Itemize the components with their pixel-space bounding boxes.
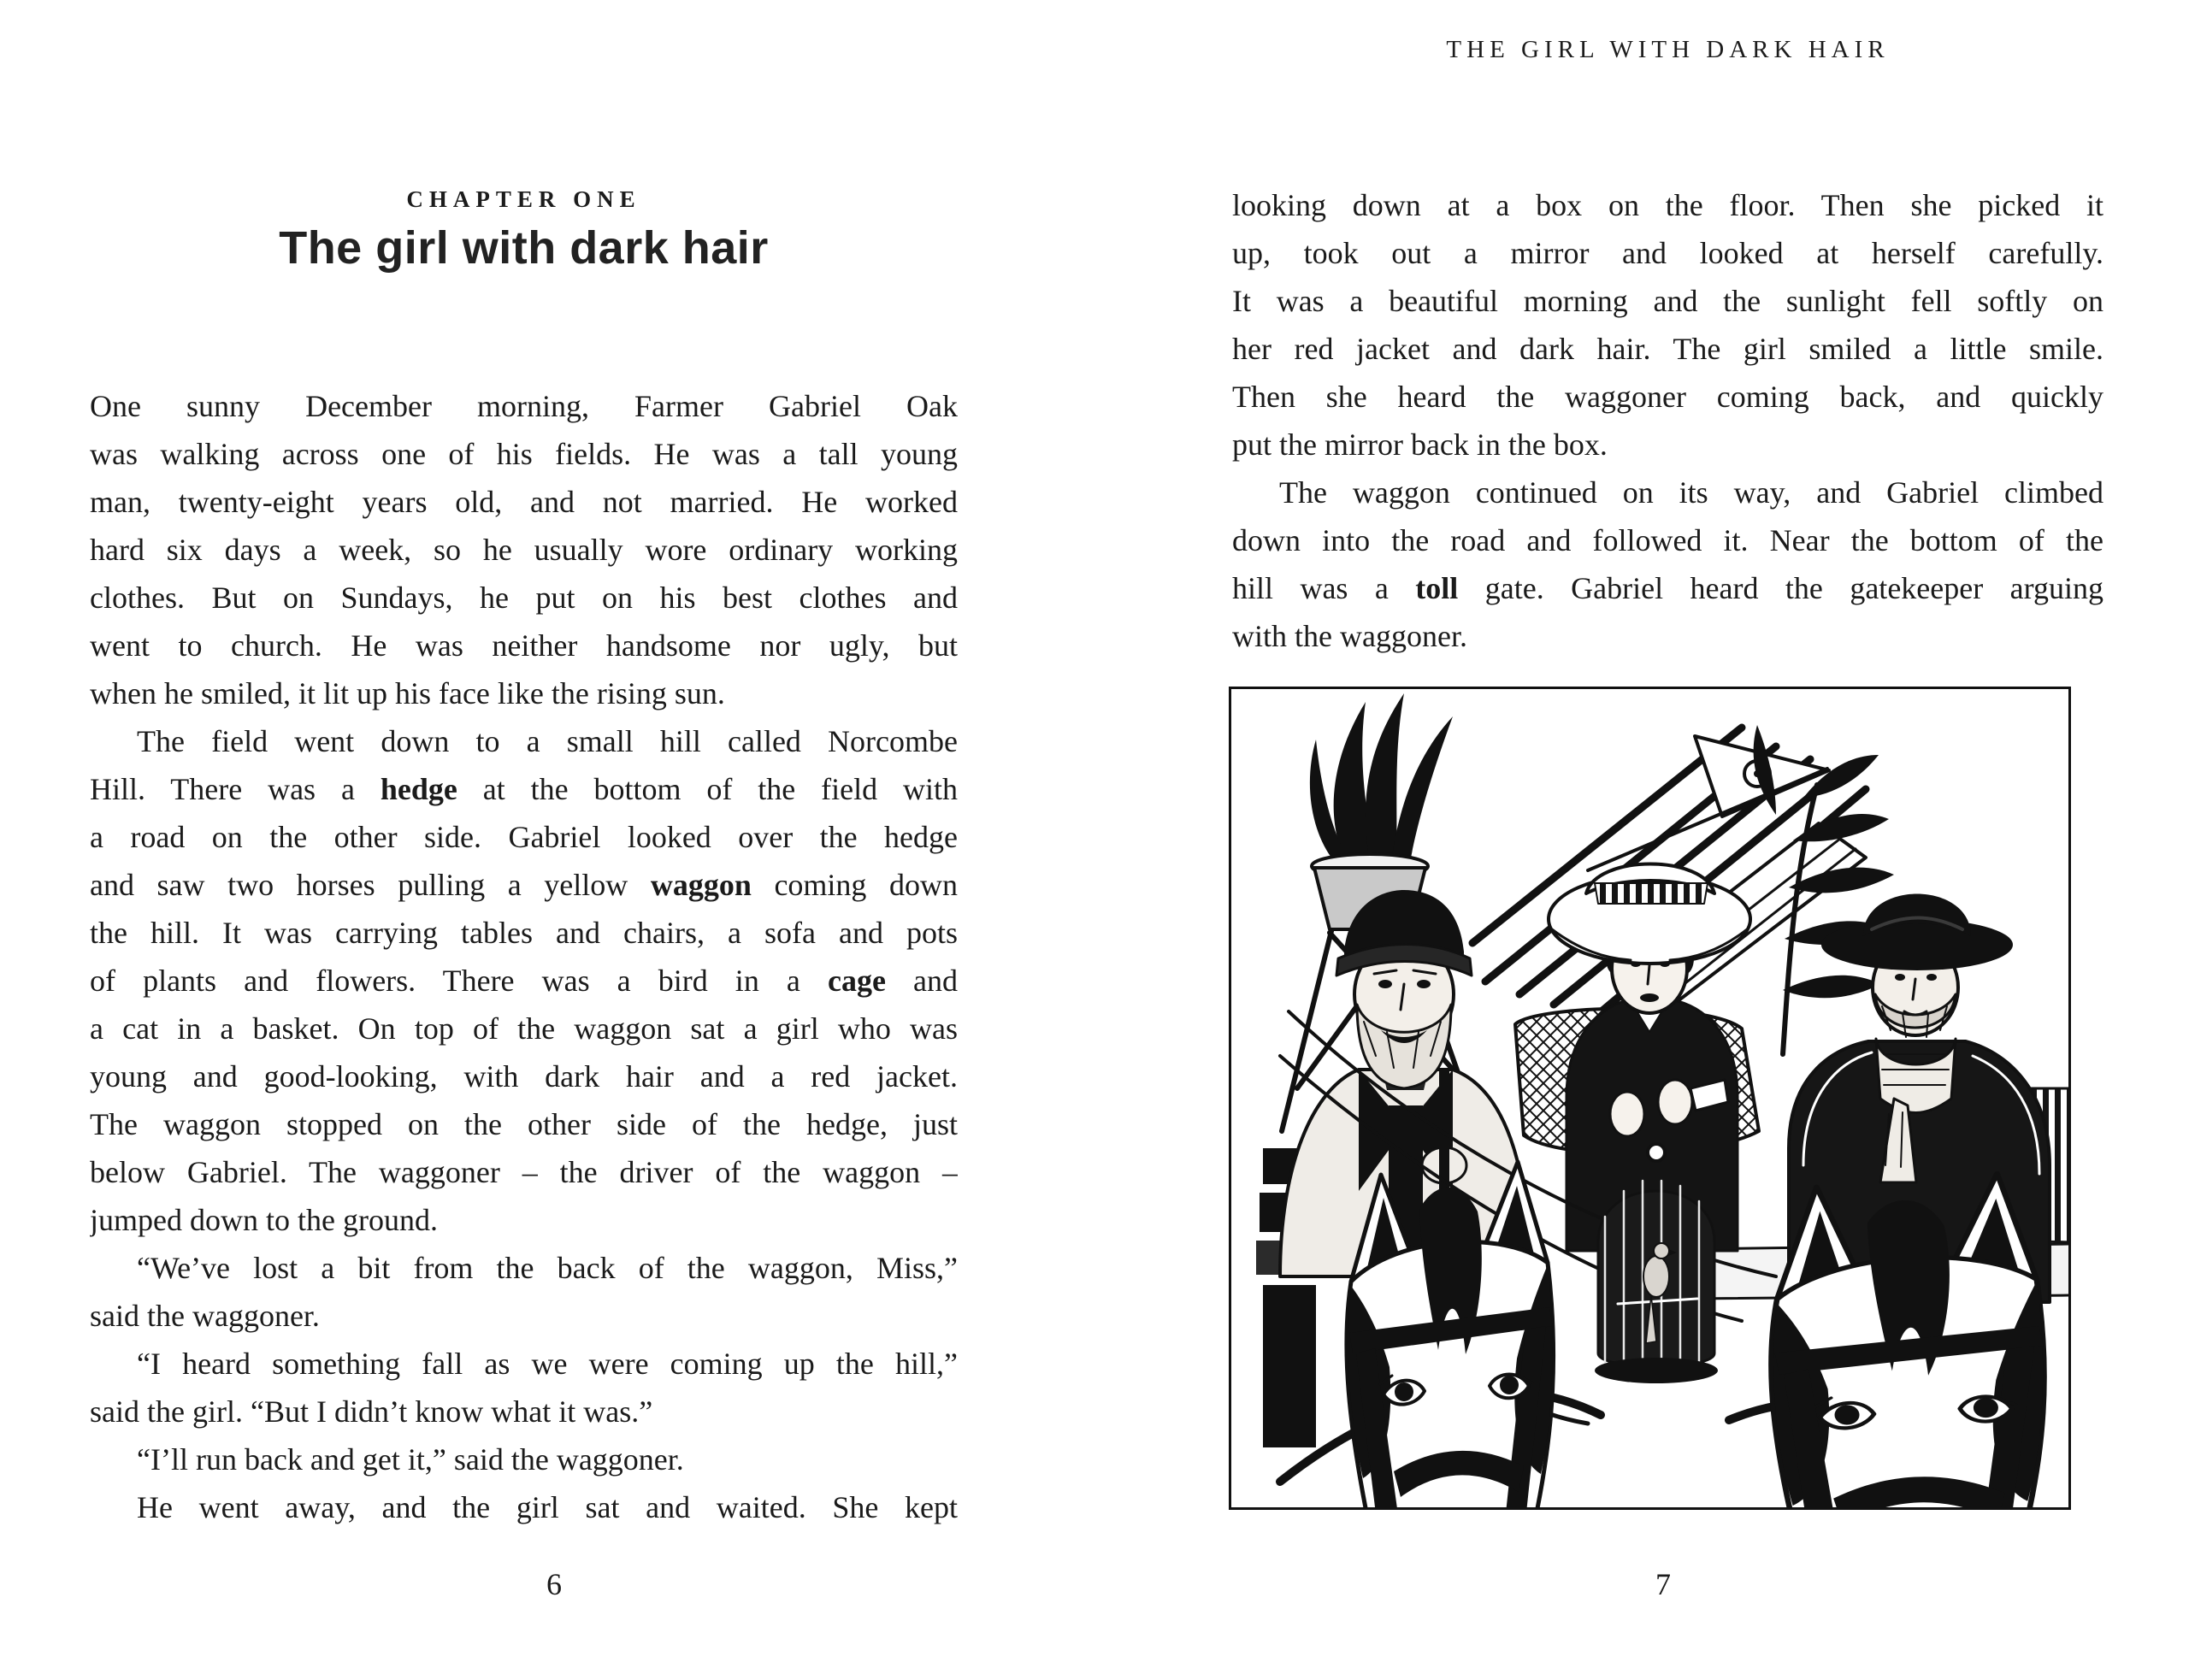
text-line: It was a beautiful morning and the sunlight fell softly on bbox=[1232, 284, 2103, 318]
chapter-heading bbox=[90, 186, 958, 274]
text-line: “I’ll run back and get it,” said the waggoner. bbox=[137, 1442, 684, 1477]
text-line: with the waggoner. bbox=[1232, 619, 1467, 653]
story-illustration bbox=[1229, 687, 2071, 1510]
text-line: up, took out a mirror and looked at herself carefully. bbox=[1232, 236, 2103, 270]
text-line: was walking across one of his fields. He was a tall young bbox=[90, 437, 958, 471]
text-line: Hill. There was a hedge at the bottom of the field with bbox=[90, 772, 958, 806]
text-line: young and good-looking, with dark hair and a red jacket. bbox=[90, 1059, 958, 1093]
text-line: said the waggoner. bbox=[90, 1299, 320, 1333]
page-number-left: 6 bbox=[546, 1567, 562, 1601]
text-line: hard six days a week, so he usually wore ordinary working bbox=[90, 533, 958, 567]
text-line: a cat in a basket. On top of the waggon sat a girl who was bbox=[90, 1011, 958, 1046]
text-line: jumped down to the ground. bbox=[90, 1203, 438, 1237]
text-line: looking down at a box on the floor. Then she picked it bbox=[1232, 188, 2103, 222]
text-line: clothes. But on Sundays, he put on his best clothes and bbox=[90, 581, 958, 615]
text-line: a road on the other side. Gabriel looked over the hedge bbox=[90, 820, 958, 854]
horse-icon-right bbox=[1771, 1174, 2044, 1511]
right-page-text bbox=[1232, 181, 2103, 660]
text-line: and saw two horses pulling a yellow waggon coming down bbox=[90, 868, 958, 902]
text-line: down into the road and followed it. Near the bottom of the bbox=[1232, 523, 2103, 557]
text-line: went to church. He was neither handsome nor ugly, but bbox=[90, 628, 958, 663]
text-line: “We’ve lost a bit from the back of the waggon, Miss,” bbox=[137, 1251, 958, 1285]
running-header: THE GIRL WITH DARK HAIR bbox=[1446, 36, 1890, 63]
text-line: hill was a toll gate. Gabriel heard the gatekeeper arguing bbox=[1232, 571, 2103, 605]
horse-icon-left bbox=[1347, 1162, 1554, 1510]
text-line: The waggon continued on its way, and Gabriel climbed bbox=[1279, 475, 2103, 510]
chapter-number-label: CHAPTER ONE bbox=[406, 186, 641, 212]
text-line: of plants and flowers. There was a bird in a cage and bbox=[90, 964, 958, 998]
text-line: The field went down to a small hill called Norcombe bbox=[137, 724, 958, 758]
text-line: “I heard something fall as we were coming up the hill,” bbox=[137, 1347, 958, 1381]
text-line: man, twenty-eight years old, and not married. He worked bbox=[90, 485, 958, 519]
text-line: One sunny December morning, Farmer Gabriel Oak bbox=[90, 389, 958, 423]
page-number-right: 7 bbox=[1655, 1567, 1671, 1601]
left-page-text bbox=[90, 382, 958, 1531]
text-line: Then she heard the waggoner coming back, and quickly bbox=[1232, 380, 2103, 414]
text-line: below Gabriel. The waggoner – the driver of the waggon – bbox=[90, 1155, 958, 1189]
text-line: The waggon stopped on the other side of the hedge, just bbox=[90, 1107, 958, 1141]
text-line: when he smiled, it lit up his face like the rising sun. bbox=[90, 676, 725, 710]
text-line: the hill. It was carrying tables and chairs, a sofa and pots bbox=[90, 916, 958, 950]
text-line: He went away, and the girl sat and waited. She kept bbox=[137, 1490, 958, 1524]
text-line: said the girl. “But I didn’t know what it was.” bbox=[90, 1394, 653, 1429]
chapter-title: The girl with dark hair bbox=[279, 222, 769, 274]
text-line: her red jacket and dark hair. The girl smiled a little smile. bbox=[1232, 332, 2103, 366]
text-line: put the mirror back in the box. bbox=[1232, 427, 1608, 462]
